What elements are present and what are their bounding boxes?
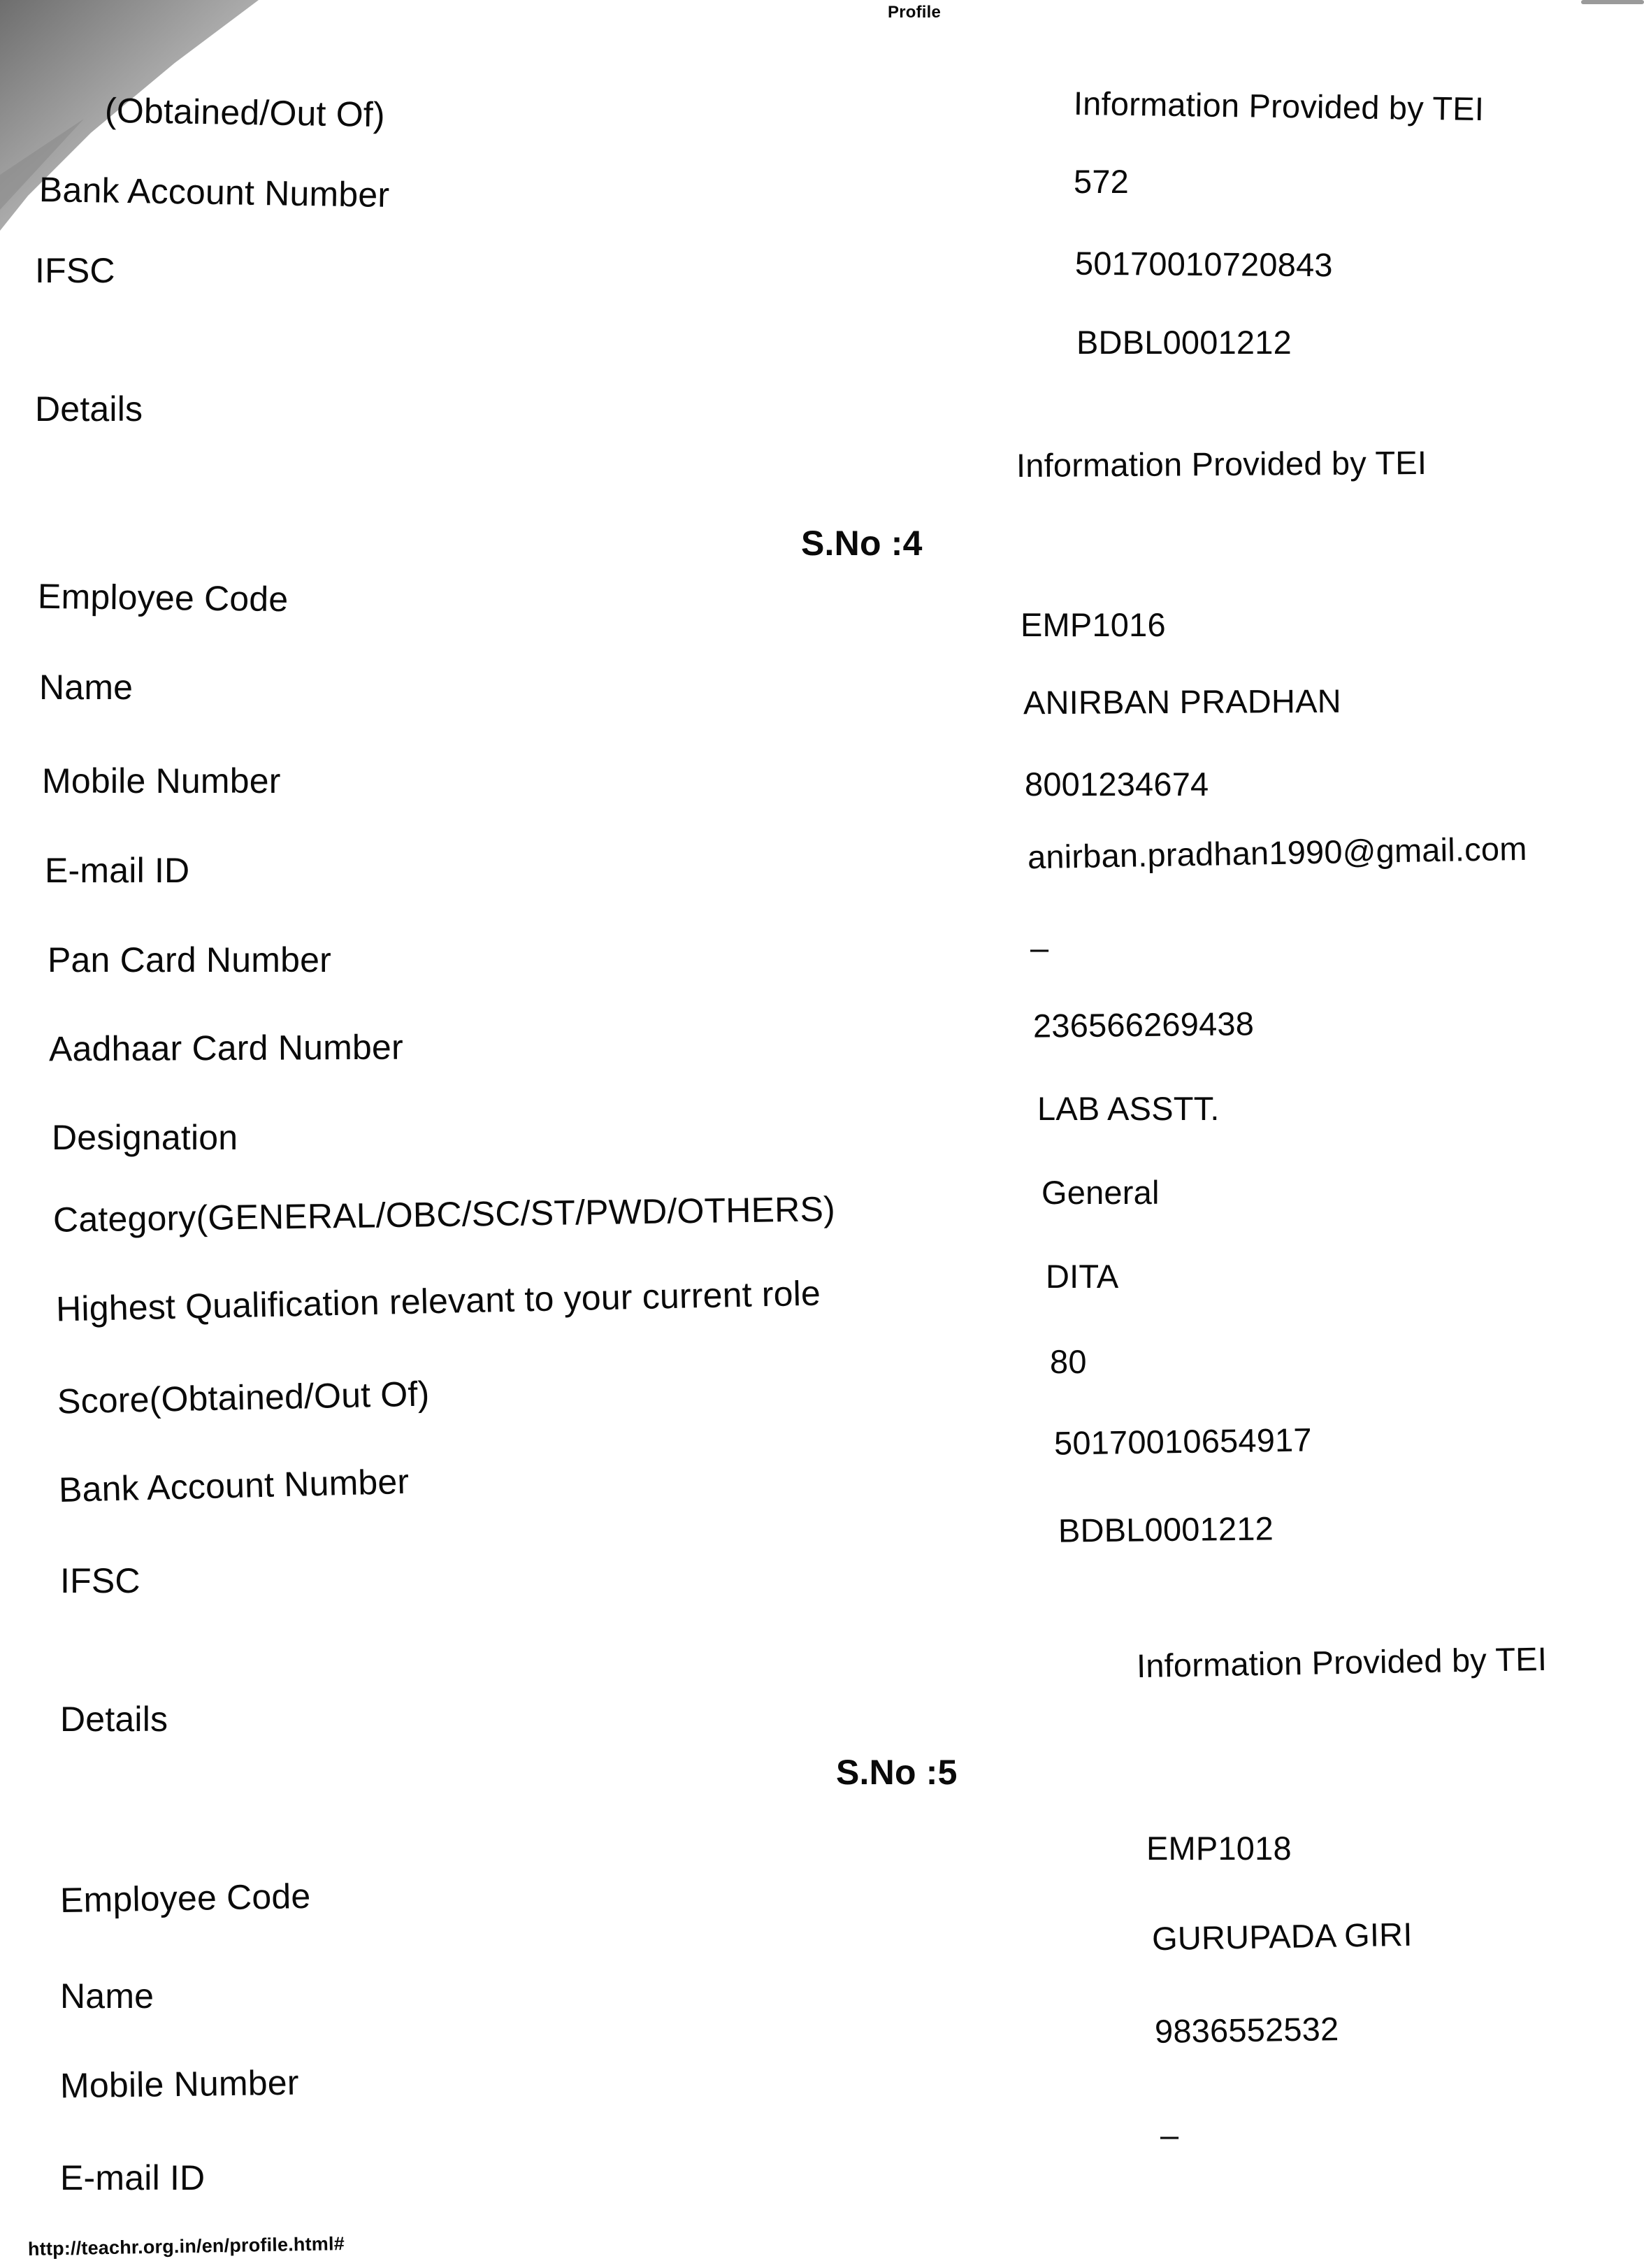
record4-value-aadhaar: 236566269438 <box>1032 1005 1255 1045</box>
record4-label-qualification: Highest Qualification relevant to your current role <box>55 1273 821 1329</box>
record4-label-name: Name <box>39 668 134 707</box>
record4-label-designation: Designation <box>52 1118 238 1157</box>
label-score-partial: (Obtained/Out Of) <box>104 90 386 135</box>
value-ifsc: BDBL0001212 <box>1076 324 1292 361</box>
record4-label-email: E-mail ID <box>45 851 190 890</box>
page-header-title: Profile <box>888 3 942 22</box>
label-details: Details <box>35 389 143 429</box>
record4-value-designation: LAB ASSTT. <box>1037 1090 1220 1127</box>
record4-value-email: anirban.pradhan1990@gmail.com <box>1027 829 1527 876</box>
record4-value-category: General <box>1041 1174 1160 1211</box>
record4-label-mobile: Mobile Number <box>42 761 281 801</box>
record4-value-details: Information Provided by TEI <box>1136 1639 1548 1685</box>
record4-label-bank-account: Bank Account Number <box>58 1461 410 1510</box>
record5-value-employee-code: EMP1018 <box>1146 1830 1292 1867</box>
label-bank-account: Bank Account Number <box>38 170 390 215</box>
record5-label-mobile: Mobile Number <box>59 2062 299 2106</box>
record4-value-ifsc: BDBL0001212 <box>1058 1509 1274 1549</box>
record4-sno: S.No :4 <box>801 524 923 563</box>
record4-value-pan: – <box>1030 929 1049 966</box>
footer-url: http://teachr.org.in/en/profile.html# <box>27 2233 345 2260</box>
value-info-provided: Information Provided by TEI <box>1073 84 1485 128</box>
record5-sno: S.No :5 <box>836 1753 958 1792</box>
record5-label-employee-code: Employee Code <box>59 1876 311 1921</box>
record5-value-email: – <box>1160 2116 1179 2153</box>
record4-value-bank-account: 50170010654917 <box>1053 1421 1313 1462</box>
record4-value-mobile: 8001234674 <box>1025 766 1209 803</box>
record5-value-name: GURUPADA GIRI <box>1151 1915 1413 1958</box>
record4-value-name: ANIRBAN PRADHAN <box>1023 682 1341 722</box>
record4-value-qualification: DITA <box>1046 1258 1119 1295</box>
record4-label-aadhaar: Aadhaar Card Number <box>48 1027 403 1069</box>
value-score: 572 <box>1074 163 1130 200</box>
value-bank-account: 50170010720843 <box>1074 244 1333 284</box>
scan-edge-mark <box>1581 0 1644 4</box>
record4-label-category: Category(GENERAL/OBC/SC/ST/PWD/OTHERS) <box>52 1189 836 1240</box>
record4-label-employee-code: Employee Code <box>37 576 289 619</box>
value-details: Information Provided by TEI <box>1016 443 1427 485</box>
record4-label-pan: Pan Card Number <box>48 940 331 979</box>
record4-label-score: Score(Obtained/Out Of) <box>57 1374 430 1421</box>
record4-label-details: Details <box>60 1700 168 1739</box>
record4-value-score: 80 <box>1050 1343 1087 1380</box>
label-ifsc: IFSC <box>35 251 115 290</box>
record5-value-mobile: 9836552532 <box>1154 2010 1339 2050</box>
record5-label-name: Name <box>60 1976 154 2016</box>
record4-label-ifsc: IFSC <box>60 1561 140 1600</box>
record5-label-email: E-mail ID <box>60 2158 206 2197</box>
record4-value-employee-code: EMP1016 <box>1021 606 1166 643</box>
